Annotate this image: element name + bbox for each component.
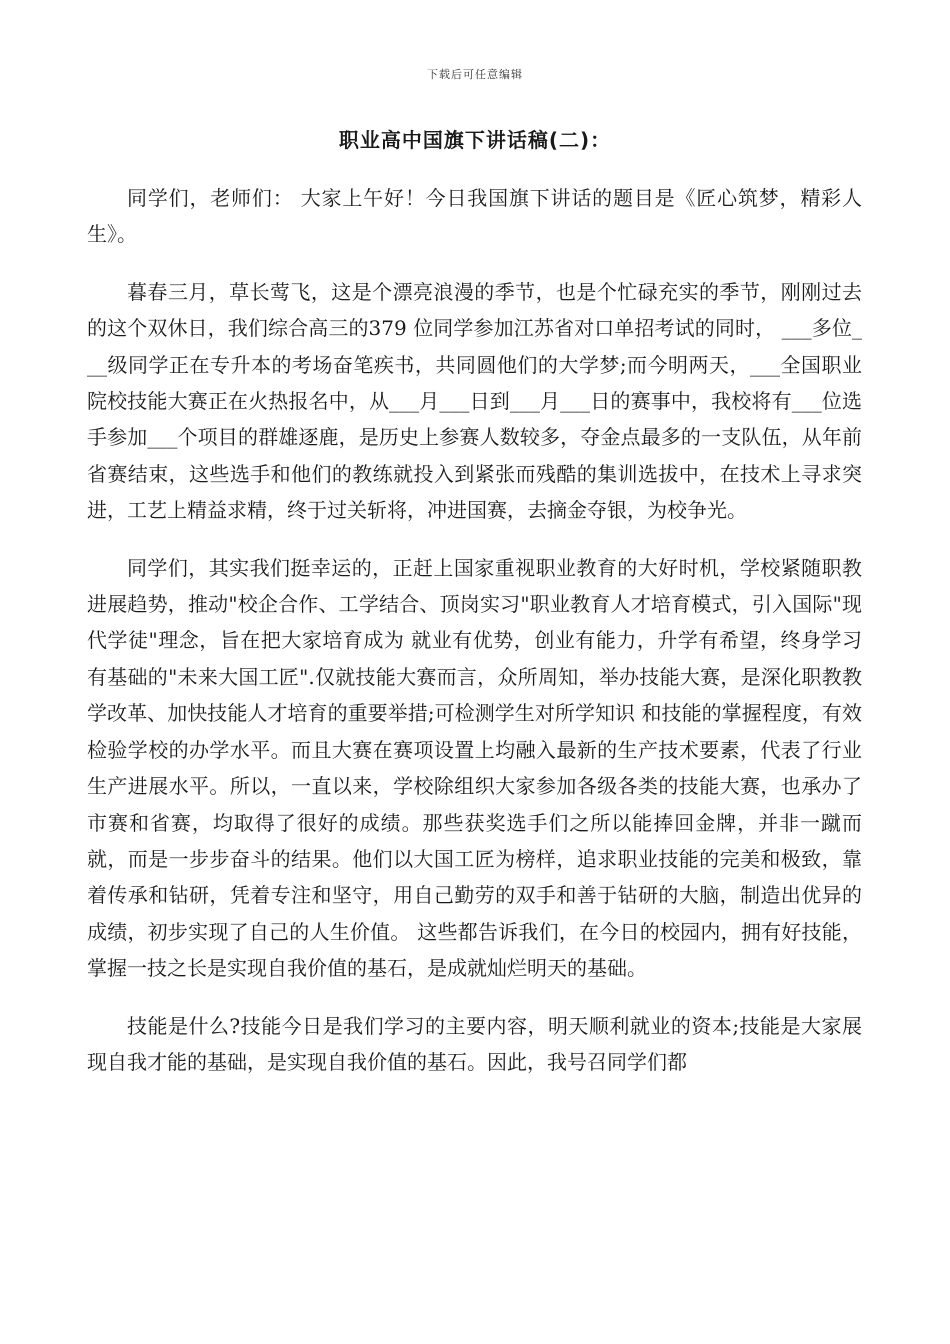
paragraph-exam-season: 暮春三月，草长莺飞，这是个漂亮浪漫的季节，也是个忙碌充实的季节，刚刚过去的这个双休日，我们综合高三的379 位同学参加江苏省对口单招考试的同时， ___多位___级同学正在专升本的考场奋笔疾书，共同圆他们的大学梦;而今明两天，___全国职业院校技能大赛正在火热报名中，从___月___日到___月___日的赛事中，我校将有___位选手参加___个项目的群雄逐鹿，是历史上参赛人数较多，夺金点最多的一支队伍，从年前省赛结束，这些选手和他们的教练就投入到紧张而残酷的集训选拔中，在技术上寻求突进，工艺上精益求精，终于过关斩将，冲进国赛，去摘金夺银，为校争光。 [87,279,862,523]
page-header-note: 下载后可任意编辑 [427,68,523,81]
paragraph-what-is-skill: 技能是什么?技能今日是我们学习的主要内容，明天顺利就业的资本;技能是大家展现自我才能的基础，是实现自我价值的基石。因此，我号召同学们都 [87,1013,862,1074]
document-body [87,180,862,1101]
paragraph-greeting: 同学们，老师们： 大家上午好！今日我国旗下讲话的题目是《匠心筑梦，精彩人生》。 [87,186,862,247]
paragraph-skills-competition: 同学们，其实我们挺幸运的，正赶上国家重视职业教育的大好时机，学校紧随职教进展趋势，推动"校企合作、工学结合、顶岗实习"职业教育人才培育模式，引入国际"现代学徒"理念，旨在把大家培育成为 就业有优势，创业有能力，升学有希望，终身学习有基础的"未来大国工匠".仅就技能大赛而言，众所周知，举办技能大赛，是深化职教教学改革、加快技能人才培育的重要举措;可检测学生对所学知识 和技能的掌握程度，有效检验学校的办学水平。而且大赛在赛项设置上均融入最新的生产技术要素，代表了行业生产进展水平。所以，一直以来，学校除组织大家参加各级各类的技能大赛，也承办了市赛和省赛，均取得了很好的成绩。那些获奖选手们之所以能捧回金牌，并非一蹴而就，而是一步步奋斗的结果。他们以大国工匠为榜样，追求职业技能的完美和极致，靠着传承和钻研，凭着专注和坚守，用自己勤劳的双手和善于钻研的大脑，制造出优异的成绩，初步实现了自己的人生价值。 这些都告诉我们，在今日的校园内，拥有好技能，掌握一技之长是实现自我价值的基石，是成就灿烂明天的基础。 [87,555,862,981]
document-title: 职业高中国旗下讲话稿(二)： [338,128,612,152]
